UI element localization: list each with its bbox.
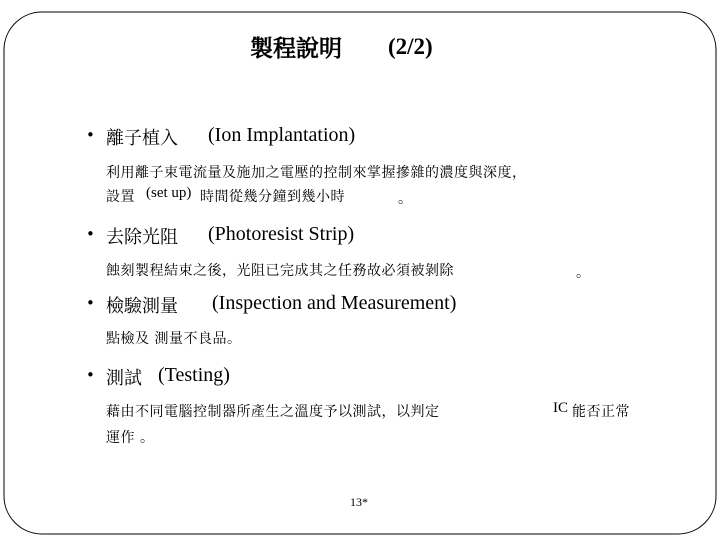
testing-text-line1: 藉由不同電腦控制器所產生之溫度予以測試，以判定 (106, 404, 440, 420)
page-number: 13* (350, 495, 368, 509)
section-heading-ion-implantation: 離子植入 (106, 128, 178, 149)
section-heading-inspection-en: (Inspection and Measurement) (212, 292, 457, 314)
section-heading-ion-implantation-en: (Ion Implantation) (208, 124, 356, 146)
slide-title-part-number: (2/2) (388, 34, 433, 59)
photoresist-strip-period: 。 (576, 265, 591, 281)
testing-text-line2: 運作 。 (106, 430, 155, 446)
ion-implantation-text-line2b: (set up) (146, 185, 192, 201)
ion-implantation-text-period: 。 (398, 191, 413, 207)
ion-implantation-text-line2a: 設置 (106, 189, 135, 205)
bullet-point: • (86, 225, 95, 243)
testing-text-ic: IC (553, 400, 568, 416)
bullet-point: • (86, 126, 95, 144)
section-heading-testing: 測試 (106, 368, 142, 389)
ion-implantation-text-line2c: 時間從幾分鐘到幾小時 (200, 189, 345, 205)
section-heading-inspection: 檢驗測量 (106, 296, 178, 317)
ion-implantation-text-line1: 利用離子束電流量及施加之電壓的控制來掌握摻雜的濃度與深度， (106, 165, 527, 181)
bullet-point: • (86, 294, 95, 312)
section-heading-photoresist-strip-en: (Photoresist Strip) (208, 223, 355, 245)
inspection-text: 點檢及 測量不良品。 (106, 331, 242, 347)
testing-text-line1-end: 能否正常 (572, 404, 630, 420)
section-heading-testing-en: (Testing) (158, 364, 230, 386)
photoresist-strip-text: 蝕刻製程結束之後，光阻已完成其之任務故必須被剝除 (106, 263, 454, 279)
bullet-point: • (86, 366, 95, 384)
section-heading-photoresist-strip: 去除光阻 (106, 227, 178, 248)
slide-title: 製程說明 (250, 36, 342, 62)
